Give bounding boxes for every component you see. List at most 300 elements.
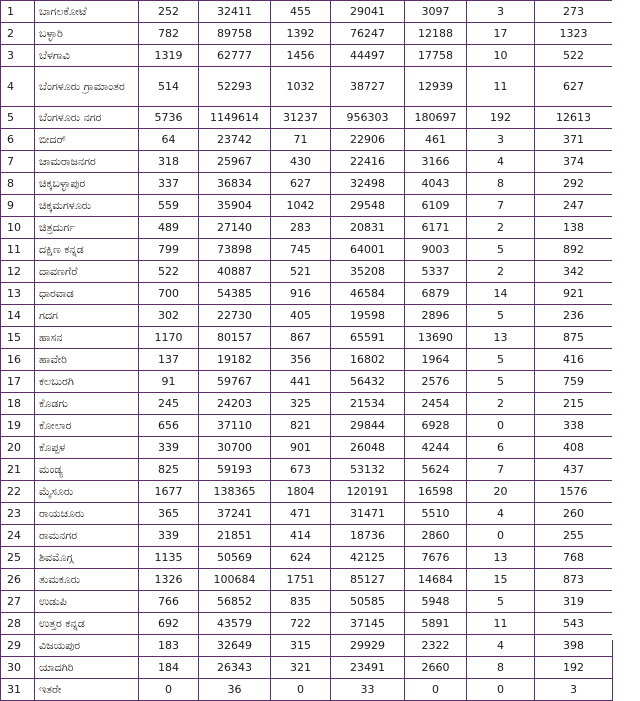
district-name-cell (35, 239, 139, 261)
value-cell: 3166 (405, 151, 467, 173)
value-cell: 89758 (199, 23, 271, 45)
district-name: ತುಮಕೂರು (39, 572, 81, 586)
value-cell: 4043 (405, 173, 467, 195)
district-name: ಮೈಸೂರು (39, 484, 74, 498)
value-cell: 414 (271, 525, 331, 547)
district-name-cell (35, 129, 139, 151)
district-name: ಬೆಂಗಳೂರು ಗ್ರಾಮಾಂತರ (39, 79, 125, 93)
district-name-cell (35, 151, 139, 173)
value-cell: 6928 (405, 415, 467, 437)
value-cell: 1751 (271, 569, 331, 591)
value-cell: 9003 (405, 239, 467, 261)
district-name: ಬೆಳಗಾವಿ (39, 48, 70, 62)
value-cell: 1456 (271, 45, 331, 67)
value-cell: 292 (535, 173, 613, 195)
value-cell: 302 (139, 305, 199, 327)
district-name-cell (35, 1, 139, 23)
value-cell: 91 (139, 371, 199, 393)
value-cell: 339 (139, 525, 199, 547)
value-cell: 461 (405, 129, 467, 151)
value-cell: 192 (467, 107, 535, 129)
row-number-cell: 22 (1, 481, 35, 503)
district-name: ಬಳ್ಳಾರಿ (39, 26, 63, 40)
value-cell: 768 (535, 547, 613, 569)
value-cell: 0 (271, 679, 331, 701)
value-cell: 455 (271, 1, 331, 23)
value-cell: 321 (271, 657, 331, 679)
value-cell: 835 (271, 591, 331, 613)
value-cell: 627 (271, 173, 331, 195)
value-cell: 522 (535, 45, 613, 67)
value-cell: 10 (467, 45, 535, 67)
value-cell: 13 (467, 327, 535, 349)
value-cell: 283 (271, 217, 331, 239)
value-cell: 19598 (331, 305, 405, 327)
district-name: ವಿಜಯಪುರ (39, 638, 81, 652)
district-name-cell (35, 173, 139, 195)
table-row (1, 327, 613, 349)
value-cell: 32649 (199, 635, 271, 657)
value-cell: 873 (535, 569, 613, 591)
value-cell: 7676 (405, 547, 467, 569)
value-cell: 42125 (331, 547, 405, 569)
row-number-cell: 14 (1, 305, 35, 327)
value-cell: 365 (139, 503, 199, 525)
value-cell: 5 (467, 239, 535, 261)
value-cell: 20831 (331, 217, 405, 239)
value-cell: 14684 (405, 569, 467, 591)
value-cell: 36834 (199, 173, 271, 195)
value-cell: 5 (467, 591, 535, 613)
district-name: ಕೊಪ್ಪಳ (39, 440, 66, 454)
value-cell: 5948 (405, 591, 467, 613)
district-name: ಚಿಕ್ಕಬಳ್ಳಾಪುರ (39, 176, 86, 190)
value-cell: 56852 (199, 591, 271, 613)
district-name-cell (35, 67, 139, 107)
value-cell: 26048 (331, 437, 405, 459)
value-cell: 21534 (331, 393, 405, 415)
value-cell: 0 (405, 679, 467, 701)
value-cell: 20 (467, 481, 535, 503)
district-name: ಚಿತ್ರದುರ್ಗ (39, 220, 75, 234)
value-cell: 5 (467, 305, 535, 327)
table-row (1, 569, 613, 591)
district-name-cell (35, 547, 139, 569)
value-cell: 514 (139, 67, 199, 107)
value-cell: 17 (467, 23, 535, 45)
value-cell: 825 (139, 459, 199, 481)
value-cell: 16598 (405, 481, 467, 503)
district-name-cell (35, 481, 139, 503)
value-cell: 627 (535, 67, 613, 107)
value-cell: 821 (271, 415, 331, 437)
value-cell: 339 (139, 437, 199, 459)
value-cell: 700 (139, 283, 199, 305)
district-name-cell (35, 107, 139, 129)
table-row (1, 217, 613, 239)
district-name-cell (35, 613, 139, 635)
district-name: ಯಾದಗಿರಿ (39, 660, 74, 674)
value-cell: 12939 (405, 67, 467, 107)
value-cell: 471 (271, 503, 331, 525)
page-margin (612, 0, 640, 640)
row-number-cell: 26 (1, 569, 35, 591)
value-cell: 5510 (405, 503, 467, 525)
value-cell: 43579 (199, 613, 271, 635)
value-cell: 32411 (199, 1, 271, 23)
row-number-cell: 23 (1, 503, 35, 525)
value-cell: 799 (139, 239, 199, 261)
value-cell: 430 (271, 151, 331, 173)
value-cell: 405 (271, 305, 331, 327)
value-cell: 5 (467, 371, 535, 393)
row-number-cell: 9 (1, 195, 35, 217)
value-cell: 23742 (199, 129, 271, 151)
value-cell: 522 (139, 261, 199, 283)
district-name: ಹಾಸನ (39, 330, 63, 344)
value-cell: 338 (535, 415, 613, 437)
value-cell: 656 (139, 415, 199, 437)
row-number-cell: 27 (1, 591, 35, 613)
value-cell: 7 (467, 195, 535, 217)
value-cell: 8 (467, 173, 535, 195)
value-cell: 273 (535, 1, 613, 23)
value-cell: 1964 (405, 349, 467, 371)
district-name: ಬೀದರ್ (39, 132, 67, 146)
value-cell: 29929 (331, 635, 405, 657)
row-number-cell: 21 (1, 459, 35, 481)
row-number-cell: 29 (1, 635, 35, 657)
table-row (1, 459, 613, 481)
value-cell: 29548 (331, 195, 405, 217)
row-number-cell: 7 (1, 151, 35, 173)
row-number-cell: 8 (1, 173, 35, 195)
row-number-cell: 1 (1, 1, 35, 23)
row-number-cell: 31 (1, 679, 35, 701)
value-cell: 921 (535, 283, 613, 305)
value-cell: 73898 (199, 239, 271, 261)
table-row (1, 261, 613, 283)
table-row (1, 679, 613, 701)
value-cell: 138 (535, 217, 613, 239)
value-cell: 192 (535, 657, 613, 679)
district-name: ಕೋಲಾರ (39, 418, 72, 432)
value-cell: 71 (271, 129, 331, 151)
value-cell: 956303 (331, 107, 405, 129)
value-cell: 50569 (199, 547, 271, 569)
value-cell: 1319 (139, 45, 199, 67)
district-name: ಮಂಡ್ಯ (39, 462, 63, 476)
row-number-cell: 16 (1, 349, 35, 371)
value-cell: 22730 (199, 305, 271, 327)
value-cell: 120191 (331, 481, 405, 503)
row-number-cell: 30 (1, 657, 35, 679)
value-cell: 2322 (405, 635, 467, 657)
value-cell: 371 (535, 129, 613, 151)
value-cell: 14 (467, 283, 535, 305)
district-name-cell (35, 437, 139, 459)
value-cell: 56432 (331, 371, 405, 393)
value-cell: 23491 (331, 657, 405, 679)
table-row (1, 481, 613, 503)
value-cell: 892 (535, 239, 613, 261)
row-number-cell: 19 (1, 415, 35, 437)
value-cell: 3 (535, 679, 613, 701)
value-cell: 374 (535, 151, 613, 173)
district-name-cell (35, 261, 139, 283)
value-cell: 236 (535, 305, 613, 327)
value-cell: 15 (467, 569, 535, 591)
value-cell: 35904 (199, 195, 271, 217)
district-name-cell (35, 195, 139, 217)
value-cell: 5736 (139, 107, 199, 129)
value-cell: 6109 (405, 195, 467, 217)
row-number-cell: 25 (1, 547, 35, 569)
district-name: ರಾಯಚೂರು (39, 506, 85, 520)
district-name: ಕೊಡಗು (39, 396, 68, 410)
district-name-cell (35, 591, 139, 613)
district-name: ಚಿಕ್ಕಮಗಳೂರು (39, 198, 92, 212)
value-cell: 722 (271, 613, 331, 635)
value-cell: 64 (139, 129, 199, 151)
district-name-cell (35, 393, 139, 415)
value-cell: 2576 (405, 371, 467, 393)
district-name-cell (35, 503, 139, 525)
value-cell: 1149614 (199, 107, 271, 129)
value-cell: 33 (331, 679, 405, 701)
district-name-cell (35, 569, 139, 591)
district-name: ಧಾರವಾಡ (39, 286, 74, 300)
value-cell: 37241 (199, 503, 271, 525)
district-name: ಗದಗ (39, 308, 59, 322)
value-cell: 5624 (405, 459, 467, 481)
value-cell: 692 (139, 613, 199, 635)
value-cell: 342 (535, 261, 613, 283)
district-name-cell (35, 283, 139, 305)
table-row (1, 151, 613, 173)
value-cell: 59193 (199, 459, 271, 481)
table-row (1, 371, 613, 393)
value-cell: 745 (271, 239, 331, 261)
value-cell: 0 (467, 415, 535, 437)
value-cell: 901 (271, 437, 331, 459)
value-cell: 40887 (199, 261, 271, 283)
district-name-cell (35, 525, 139, 547)
value-cell: 1392 (271, 23, 331, 45)
value-cell: 31471 (331, 503, 405, 525)
district-name-cell (35, 349, 139, 371)
value-cell: 559 (139, 195, 199, 217)
district-name: ಬಾಗಲಕೋಟೆ (39, 4, 87, 18)
value-cell: 27140 (199, 217, 271, 239)
value-cell: 1804 (271, 481, 331, 503)
value-cell: 5 (467, 349, 535, 371)
district-name: ರಾಮನಗರ (39, 528, 78, 542)
value-cell: 30700 (199, 437, 271, 459)
value-cell: 356 (271, 349, 331, 371)
value-cell: 1170 (139, 327, 199, 349)
district-name-cell (35, 217, 139, 239)
value-cell: 916 (271, 283, 331, 305)
value-cell: 4 (467, 151, 535, 173)
value-cell: 1677 (139, 481, 199, 503)
value-cell: 766 (139, 591, 199, 613)
value-cell: 184 (139, 657, 199, 679)
district-name: ಕಲಬುರಗಿ (39, 374, 74, 388)
row-number-cell: 24 (1, 525, 35, 547)
value-cell: 325 (271, 393, 331, 415)
value-cell: 17758 (405, 45, 467, 67)
row-number-cell: 12 (1, 261, 35, 283)
table-row (1, 23, 613, 45)
table-row (1, 195, 613, 217)
value-cell: 138365 (199, 481, 271, 503)
value-cell: 4244 (405, 437, 467, 459)
table-row (1, 107, 613, 129)
value-cell: 2860 (405, 525, 467, 547)
district-name: ಉಡುಪಿ (39, 594, 67, 608)
value-cell: 180697 (405, 107, 467, 129)
district-name-cell (35, 415, 139, 437)
value-cell: 183 (139, 635, 199, 657)
district-name: ಬೆಂಗಳೂರು ನಗರ (39, 110, 102, 124)
value-cell: 2 (467, 393, 535, 415)
value-cell: 7 (467, 459, 535, 481)
value-cell: 0 (467, 679, 535, 701)
value-cell: 2896 (405, 305, 467, 327)
value-cell: 38727 (331, 67, 405, 107)
value-cell: 260 (535, 503, 613, 525)
district-name-cell (35, 23, 139, 45)
row-number-cell: 28 (1, 613, 35, 635)
row-number-cell: 17 (1, 371, 35, 393)
value-cell: 1576 (535, 481, 613, 503)
value-cell: 0 (467, 525, 535, 547)
value-cell: 315 (271, 635, 331, 657)
value-cell: 8 (467, 657, 535, 679)
value-cell: 5891 (405, 613, 467, 635)
value-cell: 2 (467, 217, 535, 239)
row-number-cell: 20 (1, 437, 35, 459)
value-cell: 318 (139, 151, 199, 173)
value-cell: 85127 (331, 569, 405, 591)
value-cell: 319 (535, 591, 613, 613)
value-cell: 12613 (535, 107, 613, 129)
value-cell: 59767 (199, 371, 271, 393)
value-cell: 1323 (535, 23, 613, 45)
table-body (1, 0, 613, 701)
value-cell: 543 (535, 613, 613, 635)
value-cell: 3 (467, 129, 535, 151)
district-name: ಶಿವಮೊಗ್ಗ (39, 550, 74, 564)
table-row (1, 129, 613, 151)
value-cell: 408 (535, 437, 613, 459)
value-cell: 6879 (405, 283, 467, 305)
value-cell: 64001 (331, 239, 405, 261)
value-cell: 36 (199, 679, 271, 701)
district-name-cell (35, 45, 139, 67)
value-cell: 29041 (331, 1, 405, 23)
table-row (1, 635, 613, 657)
district-name-cell (35, 635, 139, 657)
value-cell: 4 (467, 503, 535, 525)
value-cell: 24203 (199, 393, 271, 415)
value-cell: 22906 (331, 129, 405, 151)
value-cell: 44497 (331, 45, 405, 67)
district-name-cell (35, 679, 139, 701)
value-cell: 4 (467, 635, 535, 657)
district-name-cell (35, 305, 139, 327)
table-row (1, 67, 613, 107)
value-cell: 13690 (405, 327, 467, 349)
value-cell: 2660 (405, 657, 467, 679)
value-cell: 35208 (331, 261, 405, 283)
value-cell: 416 (535, 349, 613, 371)
district-name: ದಾವಣಗೆರೆ (39, 264, 78, 278)
value-cell: 46584 (331, 283, 405, 305)
table-row (1, 415, 613, 437)
value-cell: 3 (467, 1, 535, 23)
value-cell: 26343 (199, 657, 271, 679)
district-name-cell (35, 657, 139, 679)
value-cell: 31237 (271, 107, 331, 129)
value-cell: 6 (467, 437, 535, 459)
district-name: ಇತರೇ (39, 682, 62, 696)
value-cell: 16802 (331, 349, 405, 371)
table-row (1, 613, 613, 635)
value-cell: 247 (535, 195, 613, 217)
value-cell: 13 (467, 547, 535, 569)
value-cell: 867 (271, 327, 331, 349)
value-cell: 19182 (199, 349, 271, 371)
value-cell: 759 (535, 371, 613, 393)
table-row (1, 393, 613, 415)
district-name: ಹಾವೇರಿ (39, 352, 67, 366)
value-cell: 624 (271, 547, 331, 569)
value-cell: 54385 (199, 283, 271, 305)
value-cell: 3097 (405, 1, 467, 23)
value-cell: 337 (139, 173, 199, 195)
table-row (1, 45, 613, 67)
value-cell: 1042 (271, 195, 331, 217)
value-cell: 673 (271, 459, 331, 481)
table-row (1, 173, 613, 195)
value-cell: 782 (139, 23, 199, 45)
table-row (1, 503, 613, 525)
value-cell: 521 (271, 261, 331, 283)
row-number-cell: 2 (1, 23, 35, 45)
table-row (1, 239, 613, 261)
row-number-cell: 10 (1, 217, 35, 239)
value-cell: 100684 (199, 569, 271, 591)
value-cell: 875 (535, 327, 613, 349)
value-cell: 252 (139, 1, 199, 23)
value-cell: 37145 (331, 613, 405, 635)
value-cell: 6171 (405, 217, 467, 239)
value-cell: 53132 (331, 459, 405, 481)
value-cell: 0 (139, 679, 199, 701)
value-cell: 52293 (199, 67, 271, 107)
table-row (1, 657, 613, 679)
value-cell: 137 (139, 349, 199, 371)
value-cell: 489 (139, 217, 199, 239)
row-number-cell: 15 (1, 327, 35, 349)
row-number-cell: 5 (1, 107, 35, 129)
value-cell: 37110 (199, 415, 271, 437)
district-name: ದಕ್ಷಿಣ ಕನ್ನಡ (39, 242, 84, 256)
value-cell: 21851 (199, 525, 271, 547)
value-cell: 12188 (405, 23, 467, 45)
